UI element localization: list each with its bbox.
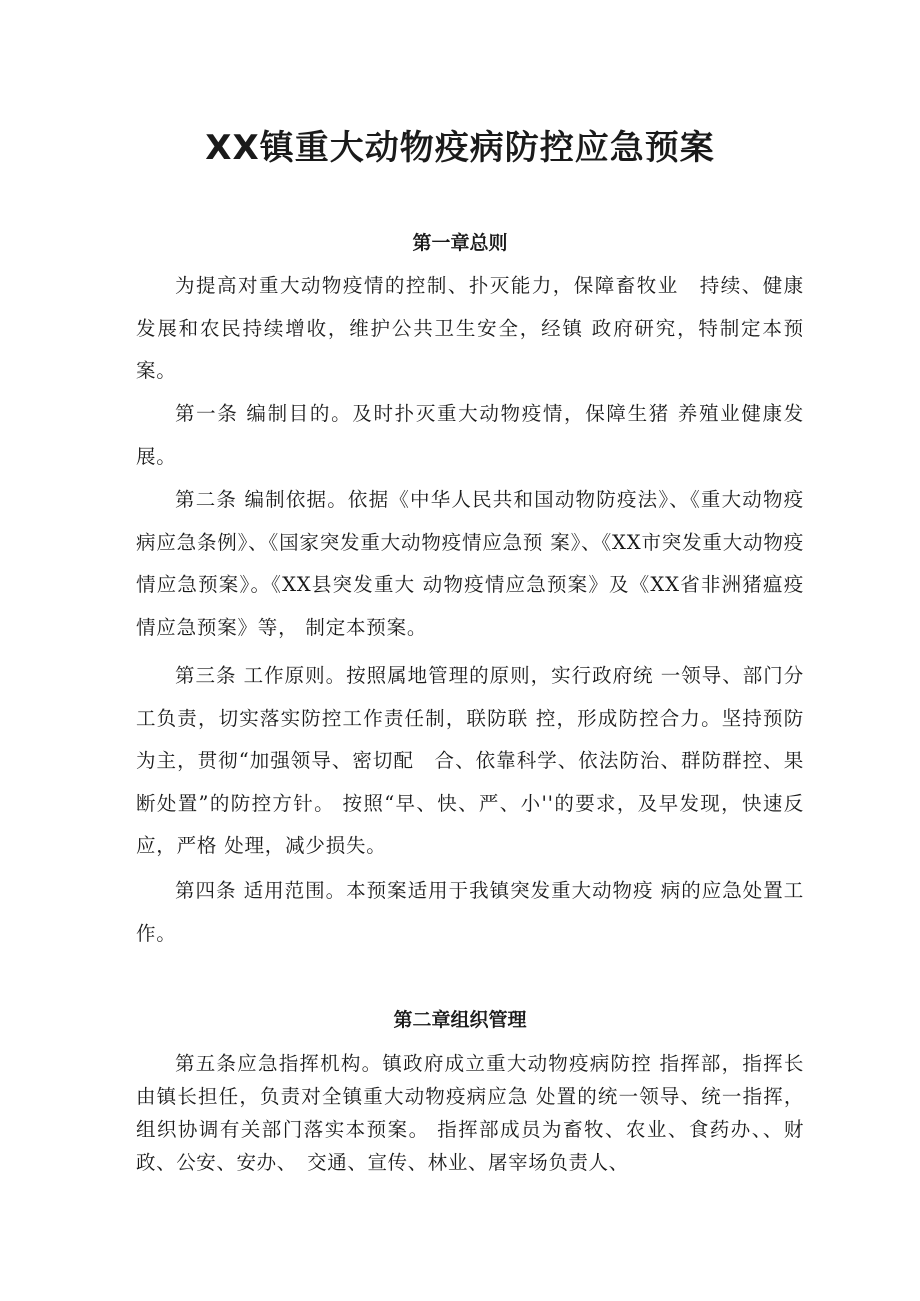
chapter-1-heading: 第一章总则 bbox=[412, 232, 508, 254]
article-2-paragraph: 第二条 编制依据。依据《中华人民共和国动物防疫法》、《重大动物疫病应急条例》、《国家突发重大动物疫情应急预 案》、《XX市突发重大动物疫情应急预案》。《XX县突发重大 动物疫情应急预案》及《XX省非洲猪瘟疫情应急预案》等， 制定本预案。 bbox=[136, 488, 804, 639]
document-title: XX镇重大动物疫病防控应急预案 bbox=[205, 128, 715, 168]
article-3-paragraph: 第三条 工作原则。按照属地管理的原则，实行政府统 一领导、部门分工负责，切实落实防控工作责任制，联防联 控，形成防控合力。坚持预防为主，贯彻“加强领导、密切配 合、依靠科学、依法防治、群防群控、果断处置”的防控方针。 按照“早、快、严、小''的要求，及早发现，快速反应，严格 处理，减少损失。 bbox=[136, 664, 804, 857]
article-1-paragraph: 第一条 编制目的。及时扑灭重大动物疫情，保障生猪 养殖业健康发展。 bbox=[136, 402, 804, 468]
article-5-paragraph: 第五条应急指挥机构。镇政府成立重大动物疫病防控 指挥部，指挥长由镇长担任，负责对全镇重大动物疫病应急 处置的统一领导、统一指挥，组织协调有关部门落实本预案。 指挥部成员为畜牧、农业、食药办、、财政、公安、安办、 交通、宣传、林业、屠宰场负责人、 bbox=[136, 1052, 804, 1174]
chapter-2-heading: 第二章组织管理 bbox=[393, 1009, 527, 1031]
article-4-paragraph: 第四条 适用范围。本预案适用于我镇突发重大动物疫 病的应急处置工作。 bbox=[136, 879, 804, 945]
intro-paragraph: 为提高对重大动物疫情的控制、扑灭能力，保障畜牧业 持续、健康发展和农民持续增收，维护公共卫生安全，经镇 政府研究，特制定本预案。 bbox=[136, 274, 804, 382]
